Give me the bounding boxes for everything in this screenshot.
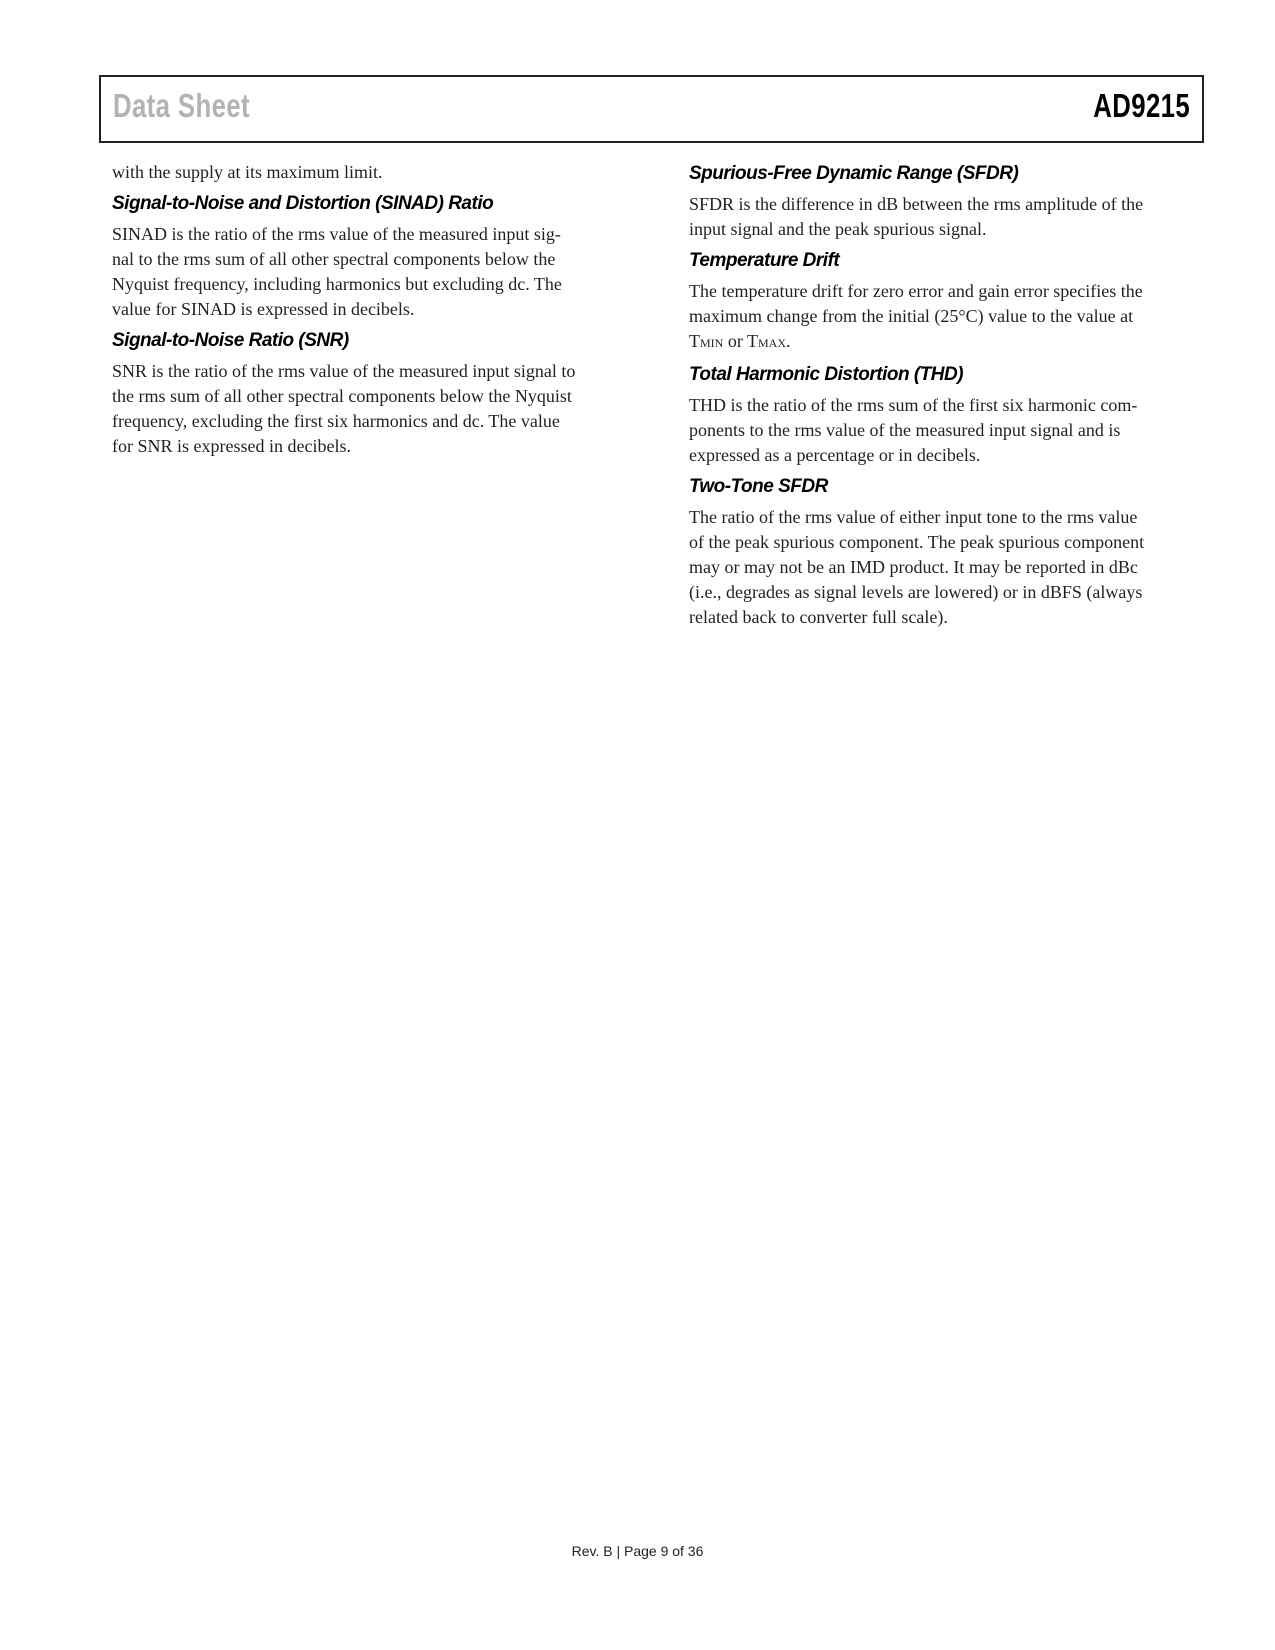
two-tone-sfdr-heading: Two-Tone SFDR xyxy=(689,476,828,497)
temp-max-subscript: MAX xyxy=(758,336,787,350)
temp-or-t: or T xyxy=(723,331,759,351)
snr-line: frequency, excluding the first six harmonics and dc. The value xyxy=(112,411,560,431)
page-header xyxy=(99,75,1204,143)
snr-line: for SNR is expressed in decibels. xyxy=(112,436,351,456)
temp-line: maximum change from the initial (25°C) value to the value at xyxy=(689,306,1134,326)
temp-t-min: T xyxy=(689,331,700,351)
temperature-drift-paragraph xyxy=(689,279,1194,356)
twotone-line: related back to converter full scale). xyxy=(689,607,948,627)
thd-paragraph xyxy=(689,393,1194,468)
thd-line: THD is the ratio of the rms sum of the first six harmonic com- xyxy=(689,395,1138,415)
sinad-paragraph xyxy=(112,222,617,322)
snr-line: the rms sum of all other spectral components below the Nyquist xyxy=(112,386,572,406)
right-column xyxy=(689,160,1194,636)
snr-heading: Signal-to-Noise Ratio (SNR) xyxy=(112,330,349,351)
header-part-number: AD9215 xyxy=(1093,87,1190,124)
snr-paragraph xyxy=(112,359,617,459)
page-footer: Rev. B | Page 9 of 36 xyxy=(571,1543,704,1559)
twotone-line: The ratio of the rms value of either input tone to the rms value xyxy=(689,507,1138,527)
twotone-line: (i.e., degrades as signal levels are lowered) or in dBFS (always xyxy=(689,582,1143,602)
temp-period: . xyxy=(786,331,791,351)
temp-min-subscript: MIN xyxy=(700,336,724,350)
sfdr-line: SFDR is the difference in dB between the rms amplitude of the xyxy=(689,194,1144,214)
twotone-line: of the peak spurious component. The peak spurious component xyxy=(689,532,1145,552)
sinad-line: Nyquist frequency, including harmonics but excluding dc. The xyxy=(112,274,562,294)
sinad-line: SINAD is the ratio of the rms value of the measured input sig- xyxy=(112,224,561,244)
snr-line: SNR is the ratio of the rms value of the measured input signal to xyxy=(112,361,576,381)
sfdr-line: input signal and the peak spurious signal. xyxy=(689,219,987,239)
temp-line: The temperature drift for zero error and gain error specifies the xyxy=(689,281,1143,301)
sinad-line: nal to the rms sum of all other spectral components below the xyxy=(112,249,556,269)
temperature-drift-heading: Temperature Drift xyxy=(689,250,840,271)
left-column xyxy=(112,160,617,465)
sinad-heading: Signal-to-Noise and Distortion (SINAD) Ratio xyxy=(112,193,494,214)
thd-heading: Total Harmonic Distortion (THD) xyxy=(689,364,964,385)
thd-line: expressed as a percentage or in decibels. xyxy=(689,445,981,465)
header-doc-type: Data Sheet xyxy=(113,87,250,124)
sinad-line: value for SINAD is expressed in decibels. xyxy=(112,299,415,319)
two-tone-sfdr-paragraph xyxy=(689,505,1194,630)
sfdr-heading: Spurious-Free Dynamic Range (SFDR) xyxy=(689,163,1019,184)
twotone-line: may or may not be an IMD product. It may be reported in dBc xyxy=(689,557,1138,577)
thd-line: ponents to the rms value of the measured input signal and is xyxy=(689,420,1121,440)
intro-paragraph: with the supply at its maximum limit. xyxy=(112,162,383,182)
sfdr-paragraph xyxy=(689,192,1194,242)
